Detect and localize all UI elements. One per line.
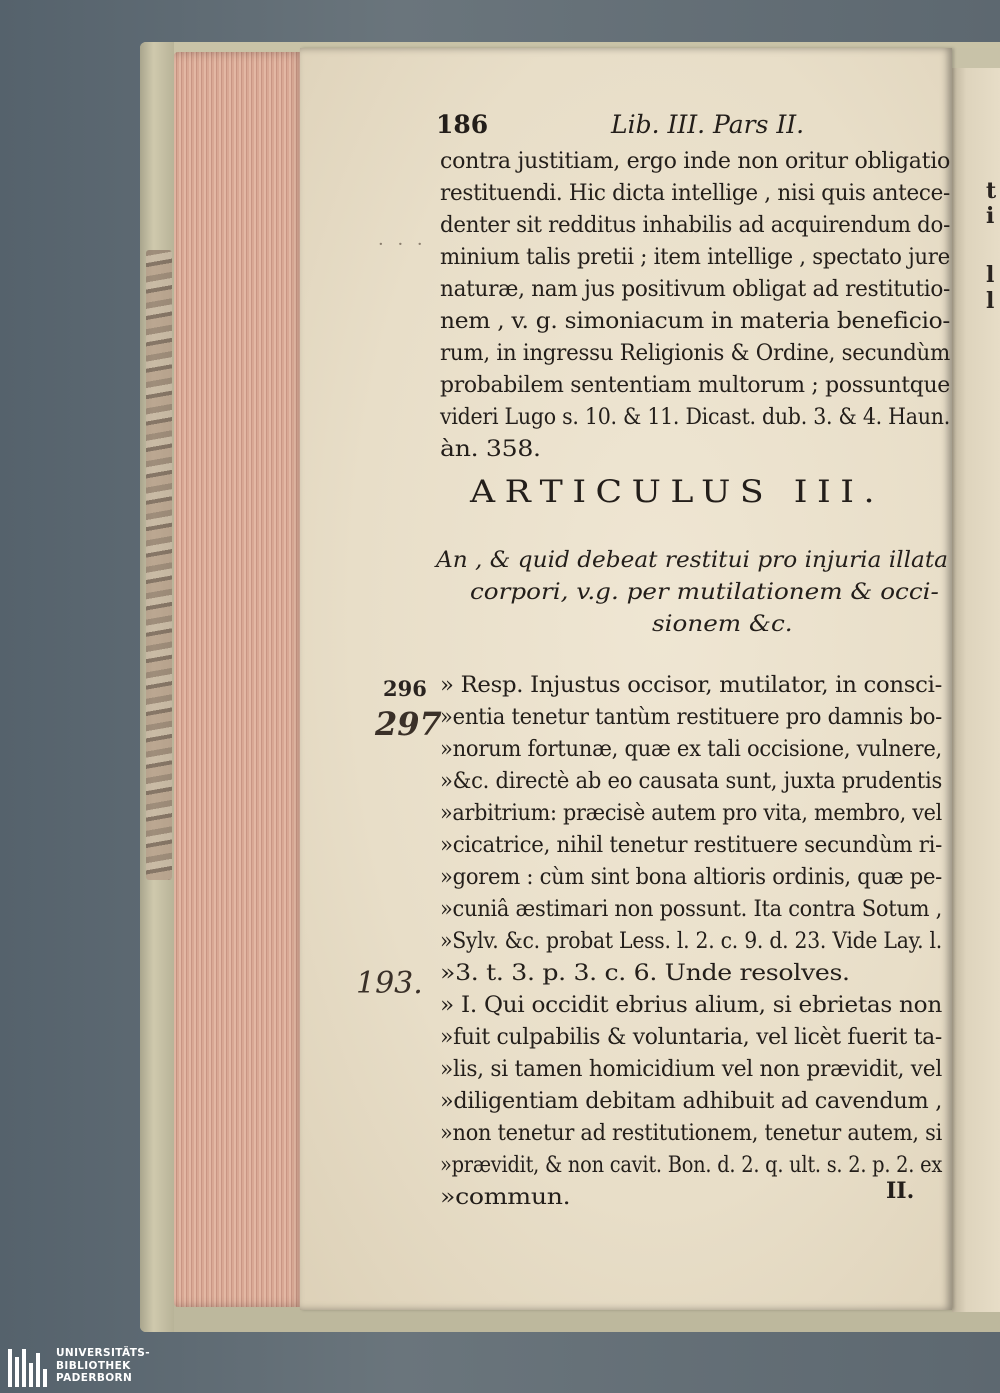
logo-text-line: BIBLIOTHEK [56,1359,131,1372]
body-line: probabilem sententiam multorum ; possuntque [440,372,950,398]
response-line: »&c. directè ab eo causata sunt, juxta prudentis [440,768,943,794]
response-line: »prævidit, & non cavit. Bon. d. 2. q. ult. s. 2. p. 2. ex [440,1152,943,1178]
response-line: »non tenetur ad restitutionem, tenetur autem, si [440,1120,943,1146]
response-line: »lis, si tamen homicidium vel non prævidit, vel [440,1056,942,1082]
logo-text-line: PADERBORN [56,1372,133,1384]
response-line: »diligentiam debitam adhibuit ad cavendum , [440,1088,943,1114]
response-line: »cicatrice, nihil tenetur restituere secundùm ri- [440,832,943,858]
body-line: rum, in ingressu Religionis & Ordine, secundùm [440,340,950,366]
facing-page-glyph: l [986,288,995,314]
body-line: restituendi. Hic dicta intellige , nisi quis antece- [440,180,950,206]
facing-page-glyph: t [986,178,997,204]
logo-bars-icon [8,1347,48,1387]
article-subtitle-line: sionem &c. [652,612,793,637]
response-line: »gorem : cùm sint bona altioris ordinis, quæ pe- [440,864,942,890]
body-line: minium talis pretii ; item intellige , spectato jure [440,244,950,270]
body-line: contra justitiam, ergo inde non oritur obligatio [440,148,950,174]
facing-page-top [952,48,1000,68]
marbled-endpaper [146,250,172,880]
response-line: » I. Qui occidit ebrius alium, si ebrietas non [440,992,942,1018]
response-line: »commun. [440,1184,571,1210]
body-line: denter sit redditus inhabilis ad acquirendum do- [440,212,951,238]
body-line: nem , v. g. simoniacum in materia beneficio- [440,308,950,334]
body-line: videri Lugo s. 10. & 11. Dicast. dub. 3. & 4. Haun. [440,404,950,430]
response-line: »3. t. 3. p. 3. c. 6. Unde resolves. [440,960,850,986]
facing-page-glyph: i [986,203,995,229]
facing-page-edge [952,50,1000,1312]
response-line: »cuniâ æstimari non possunt. Ita contra Sotum , [440,896,942,922]
page-edges-stack [174,52,306,1307]
handwritten-note: 193. [356,966,423,1001]
response-line: »entia tenetur tantùm restituere pro damnis bo- [440,704,942,730]
response-line: »fuit culpabilis & voluntaria, vel licèt fuerit ta- [440,1024,942,1050]
facing-page-glyph: l [986,262,995,288]
catchword: II. [886,1178,915,1204]
response-line: »norum fortunæ, quæ ex tali occisione, vulnere, [440,736,942,762]
library-logo [8,1345,178,1389]
body-line: àn. 358. [440,436,541,462]
logo-text-line: UNIVERSITÄTS- [56,1347,151,1359]
response-line: »arbitrium: præcisè autem pro vita, membro, vel [440,800,943,826]
article-subtitle-line: corpori, v.g. per mutilationem & occi- [470,580,939,605]
body-line: naturæ, nam jus positivum obligat ad restitutio- [440,276,951,302]
running-title: Lib. III. Pars II. [611,110,805,139]
margin-specks: · · · [378,234,427,255]
page-number: 186 [436,110,489,139]
margin-paragraph-number: 296 [383,676,427,701]
article-title: ARTICULUS III. [470,474,885,510]
response-line: » Resp. Injustus occisor, mutilator, in consci- [440,672,943,698]
response-line: »Sylv. &c. probat Less. l. 2. c. 9. d. 23. Vide Lay. l. [440,928,942,954]
logo-text [56,1347,150,1385]
article-subtitle-line: An , & quid debeat restitui pro injuria illata [436,548,948,573]
handwritten-note: 297 [375,705,442,743]
